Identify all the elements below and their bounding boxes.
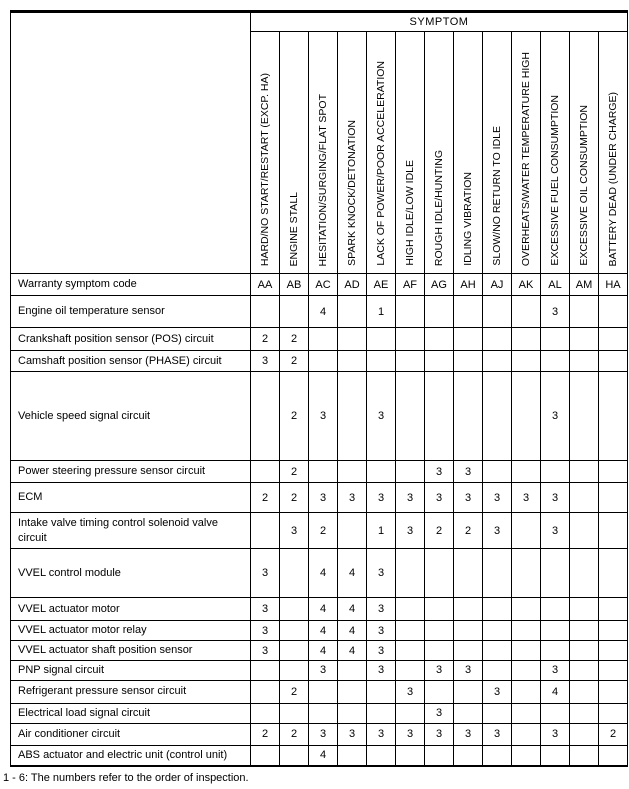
symptom-value-cell: 3 (454, 483, 483, 513)
symptom-value-cell (570, 745, 599, 766)
symptom-value-cell (454, 328, 483, 351)
warranty-code: AD (338, 274, 367, 296)
symptom-value-cell: 2 (599, 723, 628, 745)
symptom-value-cell (251, 296, 280, 328)
warranty-code: AE (367, 274, 396, 296)
symptom-value-cell (309, 328, 338, 351)
symptom-value-cell (483, 549, 512, 598)
symptom-value-cell (425, 745, 454, 766)
symptom-value-cell (425, 549, 454, 598)
symptom-value-cell (338, 372, 367, 461)
symptom-value-cell: 3 (483, 483, 512, 513)
symptom-value-cell (280, 549, 309, 598)
symptom-value-cell (309, 351, 338, 372)
row-label: PNP signal circuit (11, 661, 251, 681)
symptom-label: EXCESSIVE FUEL CONSUMPTION (548, 95, 561, 266)
symptom-label: HESITATION/SURGING/FLAT SPOT (316, 93, 329, 266)
symptom-value-cell (396, 328, 425, 351)
symptom-value-cell (541, 745, 570, 766)
symptom-value-cell (396, 661, 425, 681)
symptom-value-cell (512, 723, 541, 745)
warranty-code: AL (541, 274, 570, 296)
symptom-value-cell: 3 (396, 723, 425, 745)
symptom-value-cell: 3 (512, 483, 541, 513)
symptom-value-cell: 3 (367, 621, 396, 641)
warranty-code-row (11, 274, 628, 296)
symptom-value-cell (483, 621, 512, 641)
footnote: 1 - 6: The numbers refer to the order of inspection. (3, 772, 249, 785)
symptom-column-header (541, 32, 570, 274)
symptom-value-cell (512, 661, 541, 681)
symptom-value-cell (396, 372, 425, 461)
symptom-value-cell: 3 (541, 513, 570, 549)
symptom-value-cell (425, 641, 454, 661)
symptom-value-cell (483, 598, 512, 621)
symptom-label: HARD/NO START/RESTART (EXCP. HA) (258, 72, 271, 266)
symptom-value-cell (570, 372, 599, 461)
symptom-value-cell (599, 680, 628, 703)
table-row (11, 461, 628, 483)
symptom-value-cell (599, 549, 628, 598)
warranty-code: AB (280, 274, 309, 296)
symptom-value-cell (599, 461, 628, 483)
symptom-column-header (454, 32, 483, 274)
symptom-value-cell: 3 (396, 680, 425, 703)
symptom-value-cell (338, 661, 367, 681)
symptom-value-cell (367, 461, 396, 483)
symptom-column-header (338, 32, 367, 274)
symptom-value-cell: 3 (454, 723, 483, 745)
symptom-value-cell: 3 (396, 513, 425, 549)
symptom-value-cell: 2 (280, 680, 309, 703)
symptom-value-cell: 3 (454, 661, 483, 681)
row-label: VVEL actuator motor relay (11, 621, 251, 641)
symptom-value-cell (599, 661, 628, 681)
symptom-value-cell (570, 621, 599, 641)
symptom-column-header (280, 32, 309, 274)
symptom-value-cell: 2 (251, 483, 280, 513)
symptom-value-cell (309, 680, 338, 703)
symptom-value-cell (309, 703, 338, 723)
table-row (11, 549, 628, 598)
table-row (11, 328, 628, 351)
symptom-value-cell (425, 372, 454, 461)
symptom-column-header (425, 32, 454, 274)
symptom-value-cell (570, 483, 599, 513)
symptom-value-cell (280, 621, 309, 641)
symptom-value-cell (512, 328, 541, 351)
symptom-value-cell (280, 641, 309, 661)
symptom-value-cell (541, 641, 570, 661)
symptom-value-cell (512, 703, 541, 723)
symptom-value-cell (367, 680, 396, 703)
symptom-value-cell (425, 598, 454, 621)
symptom-title-row (11, 12, 628, 32)
symptom-diagnosis-table (10, 10, 628, 767)
symptom-value-cell: 4 (541, 680, 570, 703)
row-label: Electrical load signal circuit (11, 703, 251, 723)
warranty-code: AF (396, 274, 425, 296)
symptom-value-cell (454, 598, 483, 621)
table-row (11, 513, 628, 549)
table-row (11, 661, 628, 681)
symptom-value-cell (280, 703, 309, 723)
warranty-code: AK (512, 274, 541, 296)
symptom-value-cell (512, 461, 541, 483)
table-row (11, 723, 628, 745)
symptom-value-cell: 3 (425, 483, 454, 513)
symptom-value-cell (512, 549, 541, 598)
symptom-value-cell (454, 641, 483, 661)
symptom-value-cell (454, 549, 483, 598)
symptom-value-cell: 4 (338, 598, 367, 621)
symptom-value-cell: 3 (367, 549, 396, 598)
table-row (11, 680, 628, 703)
symptom-value-cell (570, 549, 599, 598)
symptom-value-cell: 2 (280, 461, 309, 483)
symptom-value-cell: 4 (338, 621, 367, 641)
symptom-value-cell (599, 351, 628, 372)
symptom-value-cell: 3 (338, 483, 367, 513)
row-label: Crankshaft position sensor (POS) circuit (11, 328, 251, 351)
symptom-value-cell: 4 (309, 296, 338, 328)
symptom-value-cell (396, 296, 425, 328)
symptom-value-cell (396, 549, 425, 598)
symptom-value-cell: 3 (367, 598, 396, 621)
warranty-code: AG (425, 274, 454, 296)
corner-cell (11, 12, 251, 274)
symptom-value-cell: 3 (309, 723, 338, 745)
symptom-value-cell (425, 328, 454, 351)
symptom-value-cell (338, 745, 367, 766)
symptom-value-cell (251, 461, 280, 483)
symptom-value-cell (512, 621, 541, 641)
symptom-value-cell (599, 703, 628, 723)
symptom-label: SPARK KNOCK/DETONATION (345, 120, 358, 266)
symptom-value-cell (425, 621, 454, 641)
symptom-value-cell (570, 680, 599, 703)
symptom-value-cell (454, 703, 483, 723)
symptom-value-cell (454, 372, 483, 461)
row-label: Refrigerant pressure sensor circuit (11, 680, 251, 703)
symptom-value-cell: 4 (338, 641, 367, 661)
symptom-value-cell: 3 (251, 598, 280, 621)
symptom-value-cell (280, 661, 309, 681)
symptom-value-cell: 4 (309, 598, 338, 621)
symptom-value-cell (512, 641, 541, 661)
symptom-value-cell (367, 351, 396, 372)
symptom-value-cell: 4 (309, 745, 338, 766)
symptom-value-cell: 2 (280, 372, 309, 461)
symptom-value-cell (541, 461, 570, 483)
symptom-value-cell (599, 621, 628, 641)
symptom-value-cell: 3 (280, 513, 309, 549)
warranty-code: AM (570, 274, 599, 296)
symptom-value-cell (454, 680, 483, 703)
table-row (11, 598, 628, 621)
symptom-value-cell: 2 (280, 351, 309, 372)
symptom-value-cell (396, 703, 425, 723)
symptom-value-cell: 4 (309, 549, 338, 598)
row-label: VVEL actuator motor (11, 598, 251, 621)
symptom-value-cell (570, 513, 599, 549)
symptom-label: ROUGH IDLE/HUNTING (432, 149, 445, 266)
symptom-value-cell (541, 598, 570, 621)
symptom-value-cell: 3 (483, 680, 512, 703)
symptom-value-cell: 4 (338, 549, 367, 598)
symptom-value-cell (512, 372, 541, 461)
symptom-value-cell (599, 328, 628, 351)
symptom-label: EXCESSIVE OIL CONSUMPTION (577, 105, 590, 266)
symptom-value-cell (251, 661, 280, 681)
symptom-value-cell: 3 (396, 483, 425, 513)
row-label: Vehicle speed signal circuit (11, 372, 251, 461)
row-label: ABS actuator and electric unit (control unit) (11, 745, 251, 766)
symptom-value-cell: 2 (280, 328, 309, 351)
symptom-value-cell: 3 (309, 661, 338, 681)
warranty-code: HA (599, 274, 628, 296)
symptom-value-cell (338, 461, 367, 483)
symptom-value-cell: 3 (251, 621, 280, 641)
symptom-value-cell (570, 461, 599, 483)
symptom-value-cell (367, 745, 396, 766)
symptom-column-header (309, 32, 338, 274)
symptom-value-cell (599, 745, 628, 766)
symptom-value-cell (338, 513, 367, 549)
symptom-value-cell: 3 (541, 661, 570, 681)
symptom-value-cell: 3 (309, 372, 338, 461)
symptom-value-cell (251, 372, 280, 461)
symptom-value-cell (309, 461, 338, 483)
warranty-code: AC (309, 274, 338, 296)
symptom-column-header (483, 32, 512, 274)
symptom-value-cell (541, 351, 570, 372)
symptom-value-cell (483, 461, 512, 483)
symptom-value-cell: 4 (309, 621, 338, 641)
symptom-value-cell: 2 (280, 483, 309, 513)
symptom-value-cell: 4 (309, 641, 338, 661)
symptom-value-cell: 1 (367, 296, 396, 328)
symptom-value-cell (251, 745, 280, 766)
table-row (11, 641, 628, 661)
table-row (11, 296, 628, 328)
warranty-code: AH (454, 274, 483, 296)
symptom-value-cell: 3 (425, 703, 454, 723)
symptom-label: SLOW/NO RETURN TO IDLE (490, 126, 503, 266)
symptom-value-cell (483, 372, 512, 461)
symptom-value-cell (512, 745, 541, 766)
symptom-title: SYMPTOM (251, 12, 628, 32)
symptom-column-header (251, 32, 280, 274)
warranty-code: AJ (483, 274, 512, 296)
symptom-column-header (599, 32, 628, 274)
symptom-value-cell (396, 461, 425, 483)
symptom-value-cell: 3 (425, 461, 454, 483)
symptom-value-cell (396, 351, 425, 372)
symptom-value-cell (251, 680, 280, 703)
symptom-value-cell (570, 661, 599, 681)
symptom-value-cell (251, 513, 280, 549)
symptom-value-cell: 3 (541, 483, 570, 513)
symptom-value-cell: 3 (541, 372, 570, 461)
symptom-value-cell: 3 (309, 483, 338, 513)
symptom-value-cell (570, 351, 599, 372)
symptom-value-cell (512, 351, 541, 372)
symptom-value-cell: 3 (483, 723, 512, 745)
symptom-value-cell (483, 661, 512, 681)
symptom-matrix-body (11, 296, 628, 767)
symptom-value-cell (599, 483, 628, 513)
symptom-value-cell (454, 745, 483, 766)
symptom-column-header (512, 32, 541, 274)
symptom-label: HIGH IDLE/LOW IDLE (403, 160, 416, 266)
symptom-value-cell (425, 296, 454, 328)
symptom-value-cell (338, 680, 367, 703)
symptom-value-cell (541, 703, 570, 723)
symptom-value-cell: 3 (367, 723, 396, 745)
symptom-value-cell (599, 296, 628, 328)
row-label: Intake valve timing control solenoid valve circuit (11, 513, 251, 549)
table-row (11, 372, 628, 461)
symptom-value-cell: 1 (367, 513, 396, 549)
symptom-value-cell (251, 703, 280, 723)
table-row (11, 745, 628, 766)
symptom-value-cell (541, 328, 570, 351)
symptom-column-header (396, 32, 425, 274)
symptom-value-cell (338, 328, 367, 351)
symptom-value-cell: 3 (425, 723, 454, 745)
symptom-value-cell (541, 621, 570, 641)
symptom-value-cell (483, 296, 512, 328)
symptom-value-cell: 3 (367, 483, 396, 513)
row-label: Power steering pressure sensor circuit (11, 461, 251, 483)
symptom-value-cell (570, 598, 599, 621)
symptom-value-cell (599, 513, 628, 549)
symptom-value-cell (280, 745, 309, 766)
symptom-value-cell: 2 (454, 513, 483, 549)
symptom-value-cell (570, 328, 599, 351)
symptom-value-cell: 3 (483, 513, 512, 549)
symptom-value-cell (367, 703, 396, 723)
symptom-value-cell (396, 641, 425, 661)
symptom-value-cell: 3 (367, 661, 396, 681)
warranty-code: AA (251, 274, 280, 296)
row-label: Camshaft position sensor (PHASE) circuit (11, 351, 251, 372)
symptom-label: ENGINE STALL (287, 191, 300, 266)
symptom-value-cell (570, 723, 599, 745)
symptom-value-cell (280, 598, 309, 621)
symptom-value-cell: 2 (251, 328, 280, 351)
symptom-column-header (367, 32, 396, 274)
row-label: Air conditioner circuit (11, 723, 251, 745)
symptom-value-cell (425, 351, 454, 372)
symptom-value-cell (512, 680, 541, 703)
symptom-value-cell (338, 296, 367, 328)
symptom-value-cell: 3 (541, 296, 570, 328)
symptom-value-cell (367, 328, 396, 351)
symptom-value-cell (570, 641, 599, 661)
symptom-value-cell (512, 598, 541, 621)
symptom-value-cell: 3 (454, 461, 483, 483)
symptom-value-cell (541, 549, 570, 598)
symptom-value-cell (454, 351, 483, 372)
symptom-value-cell (338, 351, 367, 372)
symptom-value-cell (483, 703, 512, 723)
symptom-value-cell: 2 (251, 723, 280, 745)
symptom-value-cell (512, 296, 541, 328)
symptom-value-cell: 3 (367, 641, 396, 661)
symptom-value-cell (454, 296, 483, 328)
symptom-value-cell (396, 598, 425, 621)
symptom-value-cell (512, 513, 541, 549)
table-row (11, 621, 628, 641)
symptom-value-cell (599, 372, 628, 461)
symptom-value-cell: 3 (251, 549, 280, 598)
symptom-value-cell (280, 296, 309, 328)
symptom-value-cell (483, 351, 512, 372)
symptom-value-cell: 3 (425, 661, 454, 681)
symptom-value-cell (483, 328, 512, 351)
table-row (11, 351, 628, 372)
symptom-value-cell (338, 703, 367, 723)
symptom-column-header (570, 32, 599, 274)
symptom-value-cell: 3 (367, 372, 396, 461)
symptom-label: OVERHEATS/WATER TEMPERATURE HIGH (519, 51, 532, 266)
row-label: VVEL actuator shaft position sensor (11, 641, 251, 661)
table-row (11, 703, 628, 723)
symptom-value-cell: 3 (338, 723, 367, 745)
symptom-label: BATTERY DEAD (UNDER CHARGE) (606, 91, 619, 266)
symptom-value-cell: 3 (541, 723, 570, 745)
symptom-value-cell (570, 703, 599, 723)
symptom-value-cell (454, 621, 483, 641)
symptom-value-cell (599, 598, 628, 621)
symptom-value-cell (396, 745, 425, 766)
symptom-value-cell: 2 (309, 513, 338, 549)
symptom-value-cell: 3 (251, 641, 280, 661)
symptom-label: LACK OF POWER/POOR ACCELERATION (374, 61, 387, 266)
symptom-value-cell (570, 296, 599, 328)
symptom-value-cell: 2 (425, 513, 454, 549)
row-label: ECM (11, 483, 251, 513)
warranty-code-row-label: Warranty symptom code (11, 274, 251, 296)
table-row (11, 483, 628, 513)
symptom-value-cell: 3 (251, 351, 280, 372)
symptom-value-cell (483, 745, 512, 766)
row-label: Engine oil temperature sensor (11, 296, 251, 328)
symptom-value-cell: 2 (280, 723, 309, 745)
symptom-value-cell (396, 621, 425, 641)
symptom-value-cell (425, 680, 454, 703)
row-label: VVEL control module (11, 549, 251, 598)
symptom-value-cell (599, 641, 628, 661)
symptom-label: IDLING VIBRATION (461, 172, 474, 266)
symptom-value-cell (483, 641, 512, 661)
